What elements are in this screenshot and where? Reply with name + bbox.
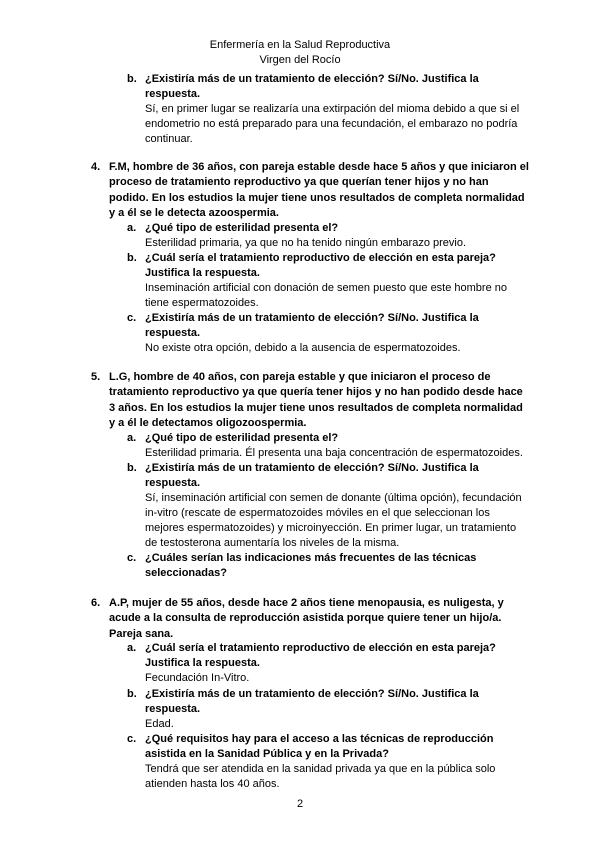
answer-text: Edad. bbox=[145, 718, 174, 730]
item-label: c. bbox=[127, 733, 137, 745]
item-label: b. bbox=[127, 688, 137, 700]
case-number: 6. bbox=[91, 597, 101, 609]
item-label: a. bbox=[127, 222, 137, 234]
case-description: F.M, hombre de 36 años, con pareja estable desde hace 5 años y que iniciaron el proceso de tratamiento reproductivo ya que querían tener hijos y no han podido. En los estudios la mujer tiene unos resultados de completa normalidad y a él se le detecta azoospermia. bbox=[109, 161, 529, 219]
answer-text: Tendrá que ser atendida en la sanidad privada ya que en la pública solo atienden hasta los 40 años. bbox=[145, 763, 496, 790]
answer-text: Sí, inseminación artificial con semen de donante (última opción), fecundación in-vitro (rescate de espermatozoides móviles en el que seleccionan los mejores espermatozoides) y microinyección. En primer lugar, un tratamiento de testosterona aumentaría los niveles de la misma. bbox=[145, 492, 522, 549]
answer-text: No existe otra opción, debido a la ausencia de espermatozoides. bbox=[145, 342, 461, 354]
header-line-2: Virgen del Rocío bbox=[259, 54, 341, 66]
case-number: 4. bbox=[91, 161, 101, 173]
case-number: 5. bbox=[91, 371, 101, 383]
item-label: b. bbox=[127, 462, 137, 474]
item-label: c. bbox=[127, 312, 137, 324]
question-text: ¿Qué tipo de esterilidad presenta el? bbox=[145, 222, 339, 234]
question-text: ¿Existiría más de un tratamiento de elección? Sí/No. Justifica la respuesta. bbox=[145, 312, 479, 339]
answer-text: Sí, en primer lugar se realizaría una extirpación del mioma debido a que si el endometrio no está preparado para una fecundación, el embarazo no podría continuar. bbox=[145, 103, 520, 145]
question-text: ¿Cuál sería el tratamiento reproductivo de elección en esta pareja? Justifica la respuesta. bbox=[145, 252, 496, 279]
question-text: ¿Existiría más de un tratamiento de elección? Sí/No. Justifica la respuesta. bbox=[145, 73, 479, 100]
question-text: ¿Cuál sería el tratamiento reproductivo de elección en esta pareja? Justifica la respuesta. bbox=[145, 642, 496, 669]
answer-text: Esterilidad primaria, ya que no ha tenido ningún embarazo previo. bbox=[145, 237, 467, 249]
item-label: a. bbox=[127, 432, 137, 444]
item-label: a. bbox=[127, 642, 137, 654]
question-text: ¿Qué requisitos hay para el acceso a las técnicas de reproducción asistida en la Sanidad Pública y en la Privada? bbox=[145, 733, 494, 760]
question-text: ¿Existiría más de un tratamiento de elección? Sí/No. Justifica la respuesta. bbox=[145, 462, 479, 489]
item-label: c. bbox=[127, 552, 137, 564]
case-description: L.G, hombre de 40 años, con pareja estable y que iniciaron el proceso de tratamiento reproductivo ya que quería tener hijos y no han podido desde hace 3 años. En los estudios la mujer tiene unos resultados de completa normalidad y a él le detectamos oligozoospermia. bbox=[109, 371, 523, 429]
question-text: ¿Qué tipo de esterilidad presenta el? bbox=[145, 432, 339, 444]
page-number: 2 bbox=[296, 798, 304, 810]
question-text: ¿Existiría más de un tratamiento de elección? Sí/No. Justifica la respuesta. bbox=[145, 688, 479, 715]
header-line-1: Enfermería en la Salud Reproductiva bbox=[209, 39, 391, 51]
answer-text: Fecundación In-Vitro. bbox=[145, 672, 250, 684]
question-text: ¿Cuáles serían las indicaciones más frecuentes de las técnicas seleccionadas? bbox=[145, 552, 477, 579]
case-description: A.P, mujer de 55 años, desde hace 2 años tiene menopausia, es nuligesta, y acude a la consulta de reproducción asistida porque quiere tener un hijo/a. Pareja sana. bbox=[109, 597, 504, 640]
answer-text: Inseminación artificial con donación de semen puesto que este hombre no tiene espermatozoides. bbox=[145, 282, 508, 309]
item-label: b. bbox=[127, 252, 137, 264]
answer-text: Esterilidad primaria. Él presenta una baja concentración de espermatozoides. bbox=[145, 447, 523, 459]
item-label: b. bbox=[127, 73, 137, 85]
